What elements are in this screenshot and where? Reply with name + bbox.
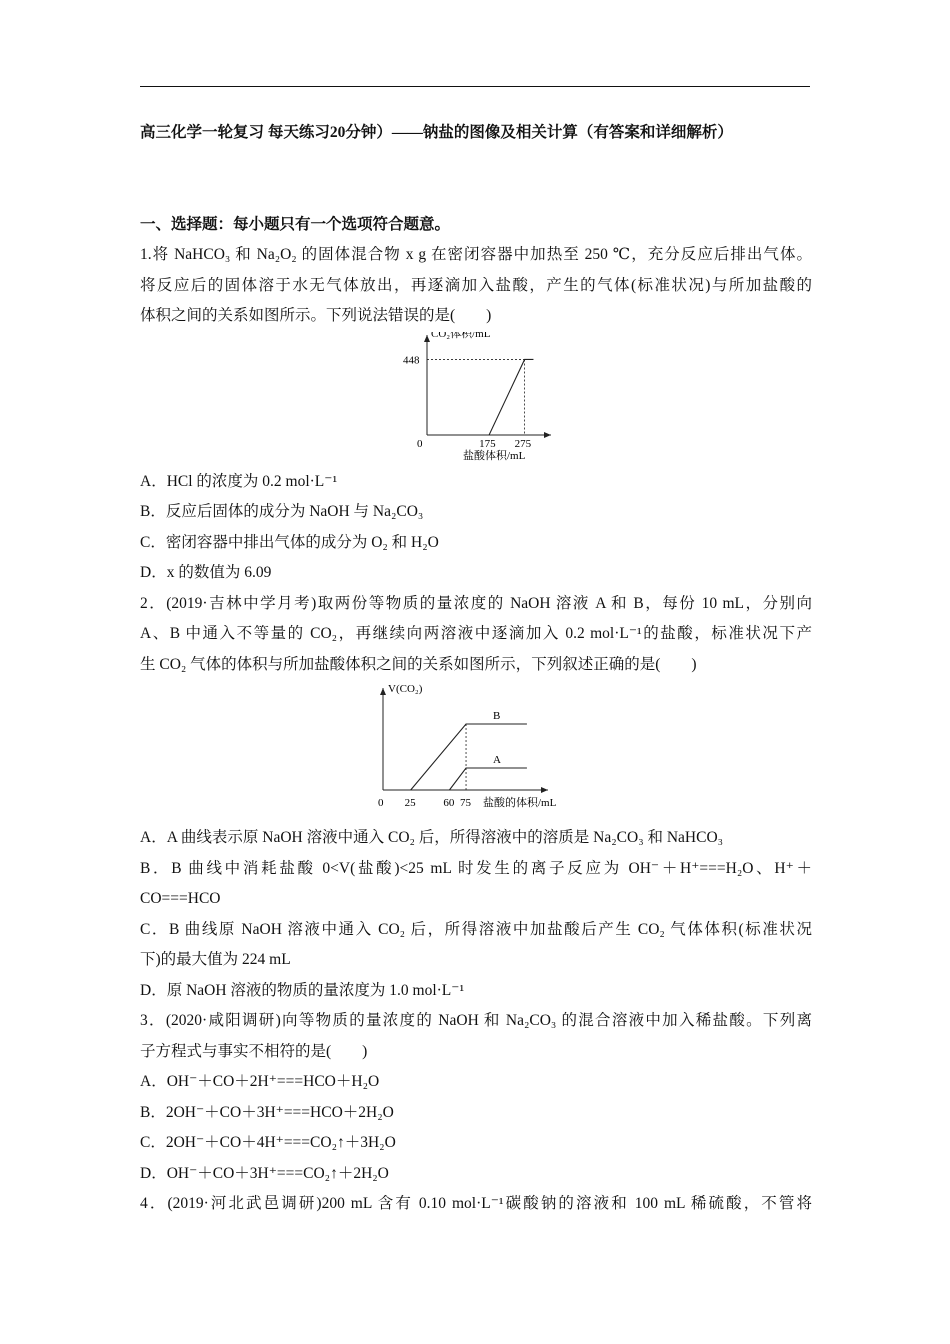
q2-option-c-line-2: 下)的最大值为 224 mL — [140, 951, 291, 968]
x-tick-label: 275 — [514, 437, 532, 450]
x-tick-label: 60 — [443, 797, 455, 809]
q3-option-b: B．2OH⁻＋CO＋3H⁺===HCO＋2H₂O — [140, 1103, 394, 1121]
q3-option-c: C．2OH⁻＋CO＋4H⁺===CO₂↑＋3H₂O — [140, 1134, 396, 1151]
x-axis-arrow — [544, 432, 551, 438]
q2-chart — [140, 680, 812, 818]
q2-line-1: 2．(2019·吉林中学月考)取两份等物质的量浓度的 NaOH 溶液 A 和 B，每份 10 mL，分别向 — [140, 594, 812, 612]
q1-line-2: 将反应后的固体溶于水无气体放出，再逐滴加入盐酸，产生的气体(标准状况)与所加盐酸的 — [140, 276, 812, 294]
series-line-co2 — [427, 359, 533, 435]
series-label-b: B — [493, 710, 501, 722]
series-line-a — [449, 768, 527, 790]
q2-line-2: A、B 中通入不等量的 CO₂，再继续向两溶液中逐滴加入 0.2 mol·L⁻¹的盐酸，标准状况下产 — [140, 625, 812, 642]
q2-line-3: 生 CO₂ 气体的体积与所加盐酸体积之间的关系如图所示，下列叙述正确的是( ) — [140, 655, 697, 673]
y-axis-arrow — [380, 688, 386, 695]
q1-option-b: B．反应后固体的成分为 NaOH 与 Na₂CO₃ — [140, 503, 424, 520]
q3-option-d: D．OH⁻＋CO＋3H⁺===CO₂↑＋2H₂O — [140, 1164, 389, 1182]
q1-chart — [140, 332, 812, 462]
q2-option-b-line-1: B．B 曲线中消耗盐酸 0<V(盐酸)<25 mL 时发生的离子反应为 OH⁻＋H⁺===H₂O、H⁺＋ — [140, 859, 812, 877]
series-label-a: A — [493, 754, 501, 766]
section-heading: 一、选择题：每小题只有一个选项符合题意。 — [140, 216, 451, 233]
q2-option-c-line-1: C．B 曲线原 NaOH 溶液中通入 CO₂ 后，所得溶液中加盐酸后产生 CO₂ 气体体积(标准状况 — [140, 920, 812, 938]
q1-option-a: A．HCl 的浓度为 0.2 mol·L⁻¹ — [140, 472, 338, 490]
y-axis-arrow — [424, 335, 430, 342]
q2-option-b-line-2: CO===HCO — [140, 890, 221, 907]
x-tick-label-0: 0 — [417, 437, 423, 450]
x-tick-label: 0 — [378, 797, 384, 809]
x-axis-arrow — [541, 787, 548, 793]
x-tick-label: 175 — [479, 437, 496, 450]
x-axis-label: 盐酸的体积/mL — [483, 797, 557, 809]
q1-line-3: 体积之间的关系如图所示。下列说法错误的是( ) — [140, 307, 492, 324]
q1-figure — [140, 332, 812, 467]
x-axis-label: 盐酸体积/mL — [463, 449, 526, 462]
q3-option-a: A．OH⁻＋CO＋2H⁺===HCO＋H₂O — [140, 1073, 380, 1090]
document-title: 高三化学一轮复习 每天练习20分钟）——钠盐的图像及相关计算（有答案和详细解析） — [140, 124, 733, 141]
q2-option-d: D．原 NaOH 溶液的物质的量浓度为 1.0 mol·L⁻¹ — [140, 981, 465, 999]
q3-line-2: 子方程式与事实不相符的是( ) — [140, 1042, 368, 1060]
q1-option-c: C．密闭容器中排出气体的成分为 O₂ 和 H₂O — [140, 533, 439, 551]
y-axis-label: CO₂体积/mL — [431, 331, 491, 340]
q2-figure — [140, 680, 812, 823]
header-rule — [140, 86, 810, 87]
series-line-b — [411, 724, 527, 790]
x-tick-label: 25 — [404, 797, 416, 809]
y-axis-label: V(CO₂) — [388, 683, 423, 695]
q2-option-a: A．A 曲线表示原 NaOH 溶液中通入 CO₂ 后，所得溶液中的溶质是 Na₂CO₃ 和 NaHCO₃ — [140, 829, 724, 846]
q1-option-d: D．x 的数值为 6.09 — [140, 564, 272, 581]
q3-line-1: 3．(2020·咸阳调研)向等物质的量浓度的 NaOH 和 Na₂CO₃ 的混合溶液中加入稀盐酸。下列离 — [140, 1012, 812, 1029]
q4-line-1: 4．(2019·河北武邑调研)200 mL 含有 0.10 mol·L⁻¹碳酸钠的溶液和 100 mL 稀硫酸，不管将 — [140, 1195, 812, 1212]
x-tick-label: 75 — [460, 797, 472, 809]
q1-line-1: 1.将 NaHCO₃ 和 Na₂O₂ 的固体混合物 x g 在密闭容器中加热至 250 ℃，充分反应后排出气体。 — [140, 246, 812, 263]
document-page — [140, 118, 812, 1220]
y-tick-label: 448 — [403, 353, 420, 366]
